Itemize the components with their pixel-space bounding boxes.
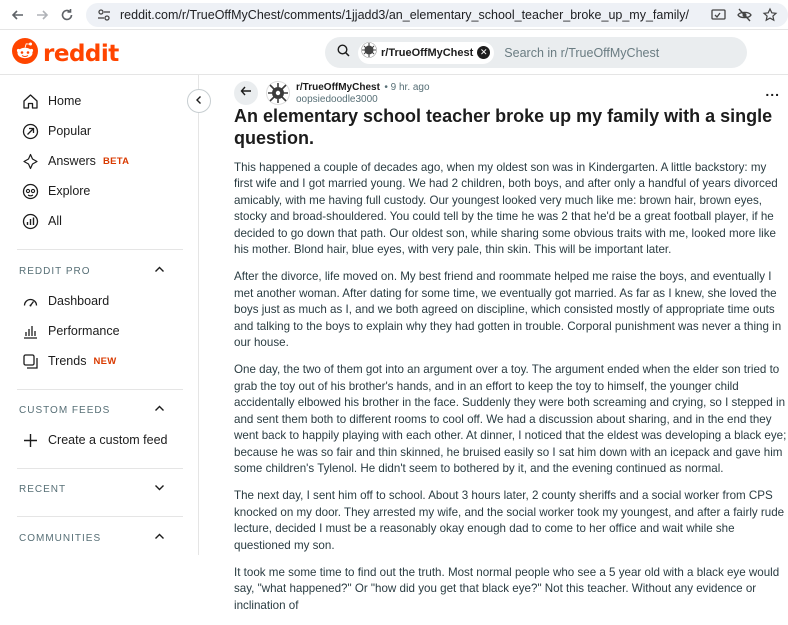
post-paragraph: It took me some time to find out the truth. Most normal people who see a 5 year old with a black eye would say, "what happened?" Or "how did you get that black eye?" Not this teacher. Without any evidence or inclination of bbox=[234, 565, 780, 612]
site-settings-icon[interactable] bbox=[96, 7, 112, 23]
section-communities[interactable] bbox=[0, 523, 199, 553]
chevron-up-icon bbox=[154, 264, 165, 278]
reddit-logo[interactable] bbox=[12, 38, 119, 69]
sidebar-item-dashboard[interactable] bbox=[0, 286, 199, 316]
chip-close-icon[interactable]: ✕ bbox=[477, 46, 490, 59]
dashboard-icon bbox=[21, 292, 39, 310]
section-reddit-pro[interactable] bbox=[0, 256, 199, 286]
performance-icon bbox=[21, 322, 39, 340]
sidebar-divider bbox=[17, 249, 183, 250]
section-custom-feeds[interactable] bbox=[0, 395, 199, 425]
section-heading: COMMUNITIES bbox=[19, 532, 102, 544]
back-arrow-icon[interactable] bbox=[7, 4, 29, 26]
sidebar-item-performance[interactable] bbox=[0, 316, 199, 346]
left-sidebar bbox=[0, 75, 199, 555]
collapse-sidebar-button[interactable] bbox=[187, 89, 211, 113]
post-meta bbox=[234, 80, 430, 106]
post-time: • 9 hr. ago bbox=[384, 82, 430, 93]
sidebar-divider bbox=[17, 389, 183, 390]
search-icon bbox=[337, 44, 350, 62]
forward-arrow-icon[interactable] bbox=[31, 4, 53, 26]
sidebar-item-label: Popular bbox=[48, 124, 92, 138]
sidebar-item-answers[interactable] bbox=[0, 146, 199, 176]
popular-icon bbox=[21, 122, 39, 140]
address-bar[interactable] bbox=[86, 3, 788, 27]
subreddit-link[interactable]: r/TrueOffMyChest bbox=[296, 82, 380, 93]
reload-icon[interactable] bbox=[56, 4, 78, 26]
sidebar-item-label: Create a custom feed bbox=[48, 433, 168, 447]
section-heading: REDDIT PRO bbox=[19, 265, 91, 277]
url-text[interactable]: reddit.com/r/TrueOffMyChest/comments/1jjadd3/an_elementary_school_teacher_broke_up_my_family/ bbox=[120, 8, 690, 22]
bookmark-star-icon[interactable] bbox=[762, 7, 778, 23]
post-paragraph: After the divorce, life moved on. My best friend and roommate helped me raise the boys, and eventually I met another woman. After dating for some time, we eventually got married. As far as I knew, she loved the boys just as much as I, and we both agreed on discipline, which consisted mostly of appropriate time outs and talking to the boys to explain why they had gotten in trouble. Corporal punishment was never a thing in our house. bbox=[234, 270, 782, 350]
sidebar-item-label: Home bbox=[48, 94, 82, 108]
search-chip-label: r/TrueOffMyChest bbox=[381, 46, 474, 59]
beta-badge: BETA bbox=[102, 155, 130, 167]
post-title: An elementary school teacher broke up my family with a single question. bbox=[234, 106, 773, 148]
logo-wordmark: reddit bbox=[43, 40, 119, 67]
sidebar-item-label: Trends bbox=[48, 354, 87, 368]
sidebar-item-label: All bbox=[48, 214, 62, 228]
create-custom-feed-button[interactable] bbox=[0, 425, 199, 455]
chevron-left-icon bbox=[194, 92, 204, 110]
eye-off-icon[interactable] bbox=[736, 7, 752, 23]
post-paragraph: This happened a couple of decades ago, when my oldest son was in Kindergarten. A little backstory: my first wife and I got married young. We had 2 children, both boys, and after only a handful of years divorced amicably, with me having full custody. Our youngest looked very much like me: brown hair, brown eyes, stocky and broad-shouldered. You could tell by the time he was 2 that he'd be a great football player, if he decided to go down that path. Our oldest son, while sharing some obvious traits with me, looked more like his mother. Blond hair, blue eyes, with very pale, thin skin. This will be important later. bbox=[234, 161, 778, 257]
author-link[interactable]: oopsiedoodle3000 bbox=[296, 94, 378, 105]
search-bar[interactable] bbox=[325, 37, 747, 68]
sidebar-item-trends[interactable] bbox=[0, 346, 199, 376]
sidebar-item-explore[interactable] bbox=[0, 176, 199, 206]
sidebar-item-all[interactable] bbox=[0, 206, 199, 236]
post-paragraph: One day, the two of them got into an argument over a toy. The argument ended when the elder son tried to grab the toy out of his brother's hands, and in an effort to keep the toy to himself, the younger child accidentally elbowed his brother in the face. Suddenly they were both screaming and crying, so I stepped in and sent them both to different rooms to cool off. We had a discussion about sharing, and in the end they went back to happily playing with each other. At dinner, I noticed that the eldest was developing a black eye; because he was so fair and thin skinned, he bruised easily so I sat him down with an icepack and gave him some children's Tylenol. He didn't seem to bothered by it, and the evening continued as normal. bbox=[234, 363, 787, 475]
post-paragraph: The next day, I sent him off to school. About 3 hours later, 2 county sheriffs and a social worker from CPS knocked on my door. They arrested my wife, and the social worker took my youngest, and after a fairly rude lecture, decided I must be a reasonably okay enough dad to come to her office and wait while she questioned my son. bbox=[234, 489, 785, 552]
sidebar-item-label: Explore bbox=[48, 184, 91, 198]
answers-icon bbox=[21, 152, 39, 170]
explore-icon bbox=[21, 182, 39, 200]
section-heading: RECENT bbox=[19, 483, 67, 495]
more-options-button[interactable]: ... bbox=[765, 83, 780, 99]
search-input[interactable] bbox=[504, 46, 734, 60]
arrow-left-icon bbox=[240, 84, 252, 102]
chevron-up-icon bbox=[154, 531, 165, 545]
subreddit-search-chip[interactable] bbox=[358, 42, 494, 64]
chevron-down-icon bbox=[154, 482, 165, 496]
subreddit-avatar-icon bbox=[361, 42, 377, 63]
new-badge: NEW bbox=[93, 355, 117, 367]
back-button[interactable] bbox=[234, 81, 258, 105]
section-heading: CUSTOM FEEDS bbox=[19, 404, 111, 416]
sidebar-item-label: Performance bbox=[48, 324, 120, 338]
trends-icon bbox=[21, 352, 39, 370]
sidebar-item-label: Dashboard bbox=[48, 294, 110, 308]
sidebar-divider bbox=[17, 468, 183, 469]
reddit-header bbox=[0, 30, 788, 75]
sidebar-item-label: Answers bbox=[48, 154, 96, 168]
home-icon bbox=[21, 92, 39, 110]
chevron-up-icon bbox=[154, 403, 165, 417]
sidebar-item-popular[interactable] bbox=[0, 116, 199, 146]
all-icon bbox=[21, 212, 39, 230]
section-recent[interactable] bbox=[0, 474, 199, 504]
cast-icon[interactable] bbox=[710, 7, 726, 23]
sidebar-divider bbox=[17, 516, 183, 517]
browser-toolbar bbox=[0, 0, 788, 30]
sidebar-item-home[interactable] bbox=[0, 86, 199, 116]
plus-icon bbox=[21, 431, 39, 449]
post-body bbox=[234, 160, 787, 625]
post-content bbox=[199, 75, 788, 612]
snoo-icon bbox=[12, 38, 38, 69]
subreddit-avatar[interactable] bbox=[266, 81, 290, 105]
